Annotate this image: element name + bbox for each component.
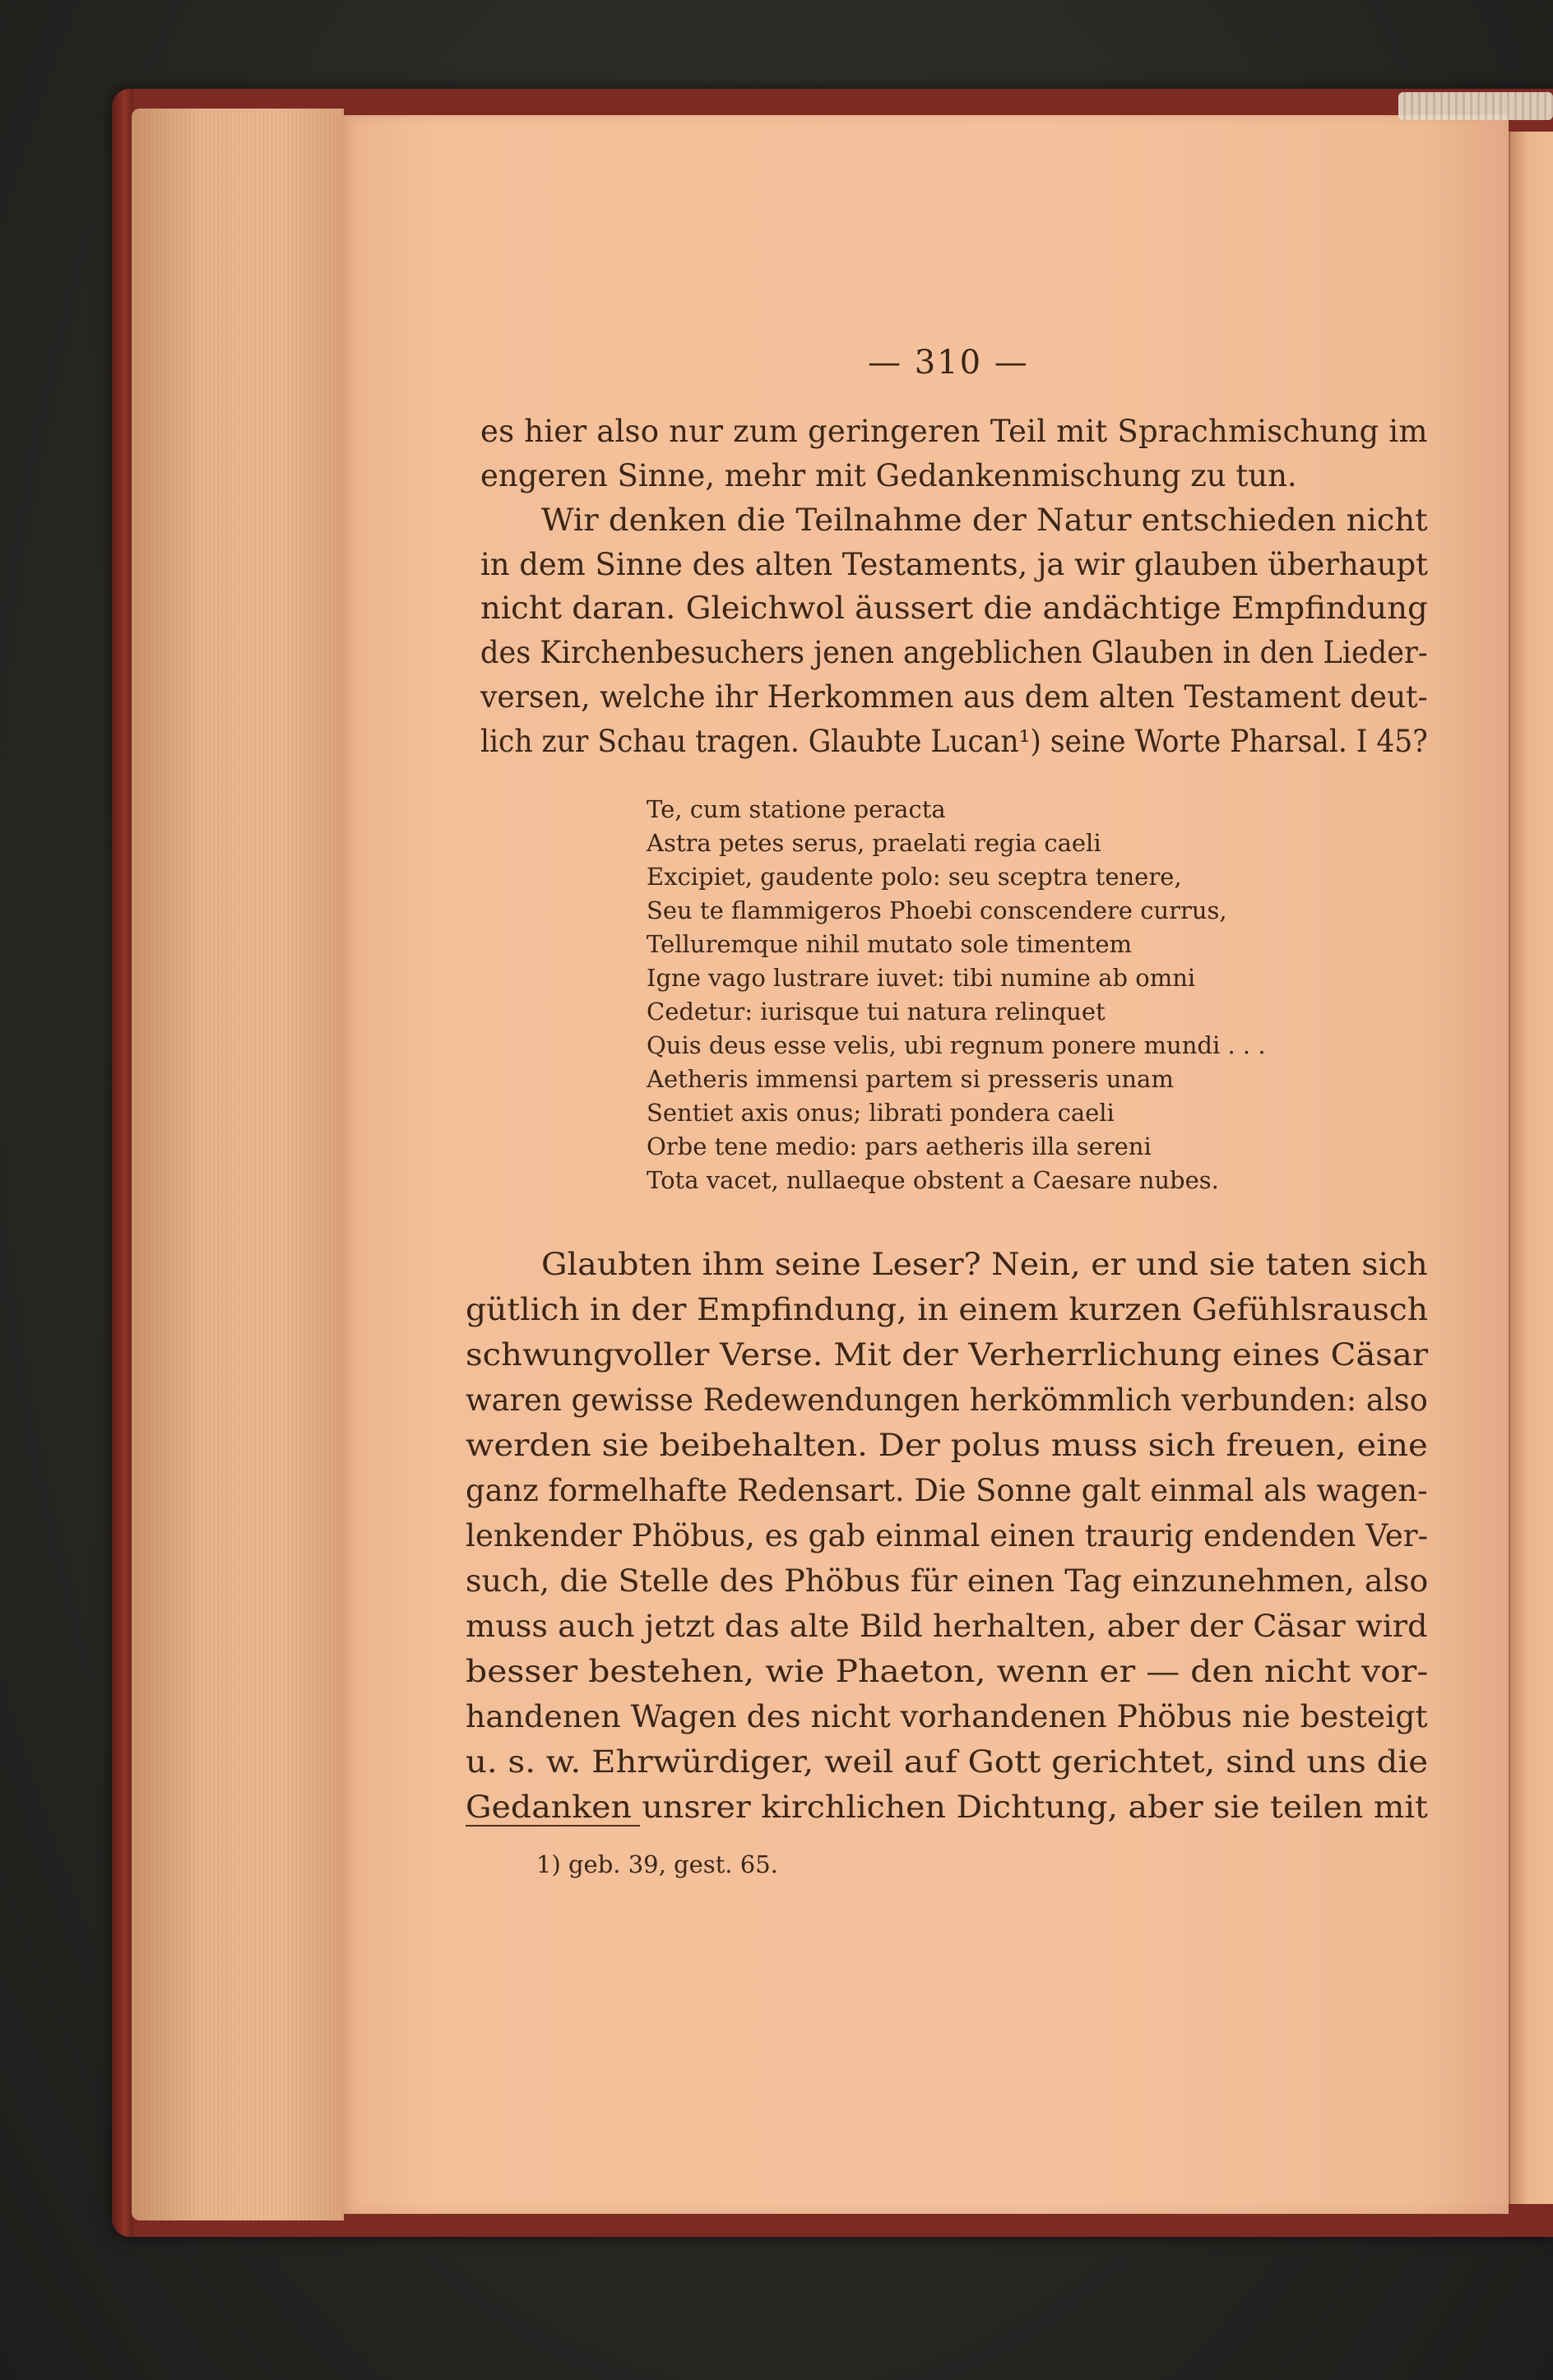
text-line: Gedanken unsrer kirchlichen Dichtung, aber sie teilen mit — [466, 1790, 1428, 1825]
text-line: werden sie beibehalten. Der polus muss sich freuen, eine — [466, 1428, 1428, 1463]
verse-line: Cedetur: iurisque tui natura relinquet — [647, 998, 1106, 1026]
verse-line: Seu te flammigeros Phoebi conscendere currus, — [647, 896, 1227, 924]
footnote-divider — [466, 1825, 640, 1827]
verse-line: Telluremque nihil mutato sole timentem — [647, 930, 1133, 958]
verse-line: Astra petes serus, praelati regia caeli — [647, 829, 1101, 857]
text-line: gütlich in der Empfindung, in einem kurzen Gefühlsrausch — [466, 1292, 1429, 1327]
facing-page-edge — [1509, 132, 1553, 2204]
verse-line: Excipiet, gaudente polo: seu sceptra tenere, — [647, 863, 1182, 891]
text-line: des Kirchenbesuchers jenen angeblichen Glauben in den Lieder- — [480, 635, 1428, 670]
verse-line: Orbe tene medio: pars aetheris illa sereni — [647, 1132, 1152, 1160]
text-line: Wir denken die Teilnahme der Natur entschieden nicht — [541, 502, 1428, 538]
verse-line: Quis deus esse velis, ubi regnum ponere mundi . . . — [647, 1031, 1266, 1059]
verse-line: Sentiet axis onus; librati pondera caeli — [647, 1099, 1115, 1127]
page-number: — 310 — — [868, 344, 1029, 382]
text-line: versen, welche ihr Herkommen aus dem alten Testament deut- — [480, 679, 1428, 715]
page-stack-edge — [132, 109, 344, 2220]
ribbon-bookmark — [1398, 92, 1553, 120]
verse-line: Igne vago lustrare iuvet: tibi numine ab omni — [647, 964, 1196, 992]
text-line: u. s. w. Ehrwürdiger, weil auf Gott gerichtet, sind uns die — [466, 1744, 1429, 1780]
verse-line: Tota vacet, nullaeque obstent a Caesare nubes. — [647, 1166, 1219, 1194]
book-spine-edge — [112, 89, 133, 2237]
verse-line: Aetheris immensi partem si presseris unam — [647, 1065, 1174, 1093]
text-line: muss auch jetzt das alte Bild herhalten, aber der Cäsar wird — [466, 1609, 1428, 1644]
text-line: engeren Sinne, mehr mit Gedankenmischung zu tun. — [480, 458, 1297, 493]
text-line: such, die Stelle des Phöbus für einen Tag einzunehmen, also — [466, 1563, 1429, 1599]
text-line: lich zur Schau tragen. Glaubte Lucan¹) seine Worte Pharsal. I 45? — [480, 724, 1428, 759]
verse-line: Te, cum statione peracta — [647, 795, 946, 823]
text-line: waren gewisse Redewendungen herkömmlich verbunden: also — [466, 1382, 1428, 1418]
text-line: nicht daran. Gleichwol äussert die andächtige Empfindung — [480, 590, 1428, 626]
text-line: besser bestehen, wie Phaeton, wenn er — den nicht vor- — [466, 1654, 1429, 1689]
text-line: handenen Wagen des nicht vorhandenen Phöbus nie besteigt — [466, 1699, 1428, 1734]
footnote: 1) geb. 39, gest. 65. — [536, 1850, 778, 1878]
text-line: ganz formelhafte Redensart. Die Sonne galt einmal als wagen- — [466, 1473, 1428, 1508]
text-line: in dem Sinne des alten Testaments, ja wir glauben überhaupt — [480, 547, 1428, 582]
text-line: Glaubten ihm seine Leser? Nein, er und sie taten sich — [541, 1247, 1428, 1282]
text-line: schwungvoller Verse. Mit der Verherrlichung eines Cäsar — [466, 1337, 1429, 1373]
text-line: es hier also nur zum geringeren Teil mit Sprachmischung im — [480, 414, 1428, 449]
text-line: lenkender Phöbus, es gab einmal einen traurig endenden Ver- — [466, 1518, 1429, 1553]
